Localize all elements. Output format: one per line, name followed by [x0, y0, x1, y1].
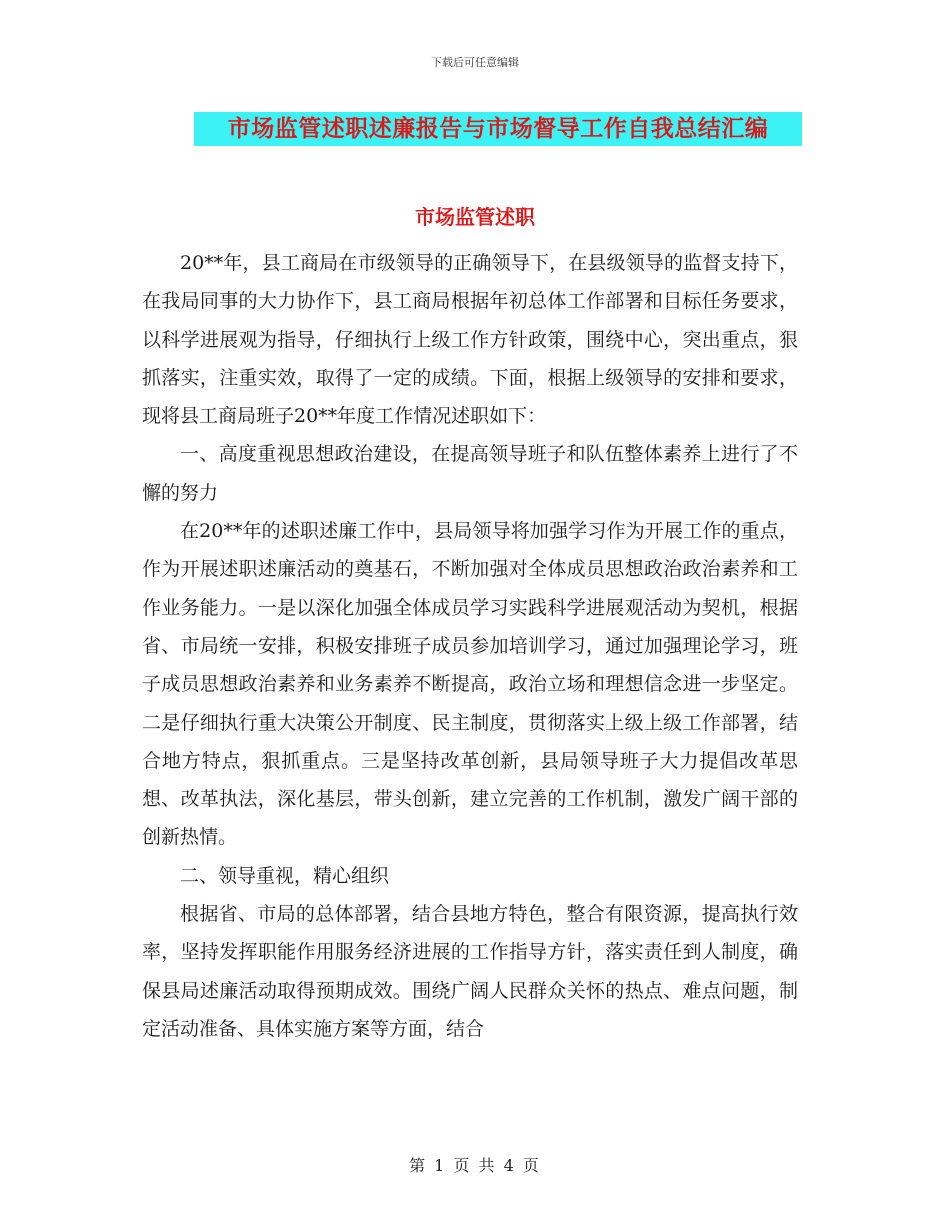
page-footer: 第 1 页 共 4 页: [409, 1156, 541, 1175]
header-note: 下载后可任意编辑: [431, 56, 519, 69]
paragraph-organization: 根据省、市局的总体部署，结合县地方特色，整合有限资源，提高执行效率，坚持发挥职能作用服务经济进展的工作指导方针，落实责任到人制度，确保县局述廉活动取得预期成效。围绕广阔人民群众关怀的热点、难点问题，制定活动准备、具体实施方案等方面，结合: [142, 903, 798, 1040]
section-title: 市场监管述职: [415, 205, 535, 229]
paragraph-study: 在20**年的述职述廉工作中，县局领导将加强学习作为开展工作的重点，作为开展述职述廉活动的奠基石，不断加强对全体成员思想政治政治素养和工作业务能力。一是以深化加强全体成员学习实践科学进展观活动为契机，根据省、市局统一安排，积极安排班子成员参加培训学习，通过加强理论学习，班子成员思想政治素养和业务素养不断提高，政治立场和理想信念进一步坚定。二是仔细执行重大决策公开制度、民主制度，贯彻落实上级上级工作部署，结合地方特点，狠抓重点。三是坚持改革创新，县局领导班子大力提倡改革思想、改革执法，深化基层，带头创新，建立完善的工作机制，激发广阔干部的创新热情。: [142, 520, 798, 849]
heading-two: 二、领导重视，精心组织: [180, 864, 390, 887]
heading-one: 一、高度重视思想政治建设，在提高领导班子和队伍整体素养上进行了不懈的努力: [142, 443, 798, 504]
document-title: 市场监管述职述廉报告与市场督导工作自我总结汇编: [194, 112, 802, 146]
paragraph-intro: 20**年，县工商局在市级领导的正确领导下，在县级领导的监督支持下，在我局同事的大力协作下，县工商局根据年初总体工作部署和目标任务要求，以科学进展观为指导，仔细执行上级工作方针政策，围绕中心，突出重点，狠抓落实，注重实效，取得了一定的成绩。下面，根据上级领导的安排和要求，现将县工商局班子20**年度工作情况述职如下：: [142, 252, 798, 428]
document-body: [142, 244, 798, 1048]
